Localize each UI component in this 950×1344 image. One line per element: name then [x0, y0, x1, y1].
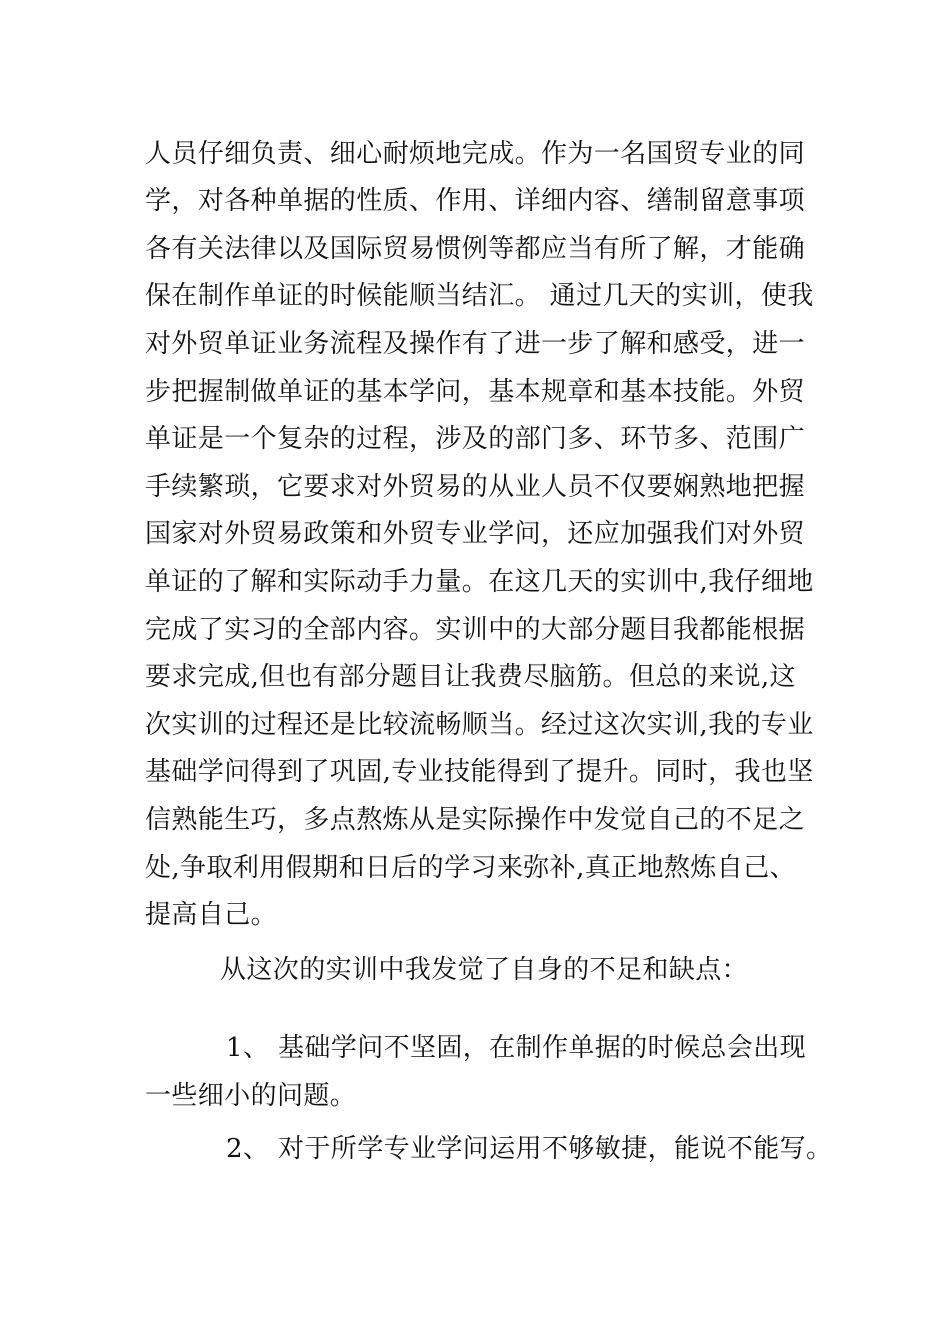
text-line: 要求完成,但也有部分题目让我费尽脑筋。但总的来说,这 — [145, 662, 796, 692]
text-line: 次实训的过程还是比较流畅顺当。经过这次实训,我的专业 — [145, 710, 814, 740]
text-line: 对外贸单证业务流程及操作有了进一步了解和感受，进一 — [145, 329, 806, 359]
list-item-1-continuation: 一些细小的问题。 — [145, 1081, 357, 1111]
text-line: 保在制作单证的时候能顺当结汇。 通过几天的实训，使我 — [145, 281, 814, 311]
text-line: 完成了实习的全部内容。实训中的大部分题目我都能根据 — [145, 615, 806, 645]
text-line: 步把握制做单证的基本学问，基本规章和基本技能。外贸 — [145, 377, 806, 407]
text-line: 单证是一个复杂的过程，涉及的部门多、环节多、范围广 — [145, 424, 806, 454]
text-line: 处,争取利用假期和日后的学习来弥补,真正地熬炼自己、 — [145, 853, 796, 883]
text-line: 基础学问得到了巩固,专业技能得到了提升。同时，我也坚 — [145, 757, 814, 787]
text-line: 单证的了解和实际动手力量。在这几天的实训中,我仔细地 — [145, 567, 814, 597]
list-item-2: 2、 对于所学专业学问运用不够敏捷，能说不能写。 — [226, 1134, 833, 1164]
text-line: 手续繁琐，它要求对外贸易的从业人员不仅要娴熟地把握 — [145, 472, 806, 502]
text-line: 提高自己。 — [145, 900, 278, 930]
paragraph-intro: 从这次的实训中我发觉了自身的不足和缺点： — [220, 955, 749, 985]
text-line: 各有关法律以及国际贸易惯例等都应当有所了解，才能确 — [145, 234, 806, 264]
text-line: 信熟能生巧，多点熬炼从是实际操作中发觉自己的不足之 — [145, 805, 806, 835]
text-line: 人员仔细负责、细心耐烦地完成。作为一名国贸专业的同 — [145, 139, 806, 169]
list-item-1: 1、 基础学问不坚固，在制作单据的时候总会出现 — [226, 1033, 807, 1063]
text-line: 国家对外贸易政策和外贸专业学问，还应加强我们对外贸 — [145, 519, 806, 549]
text-line: 学，对各种单据的性质、作用、详细内容、缮制留意事项 — [145, 186, 806, 216]
